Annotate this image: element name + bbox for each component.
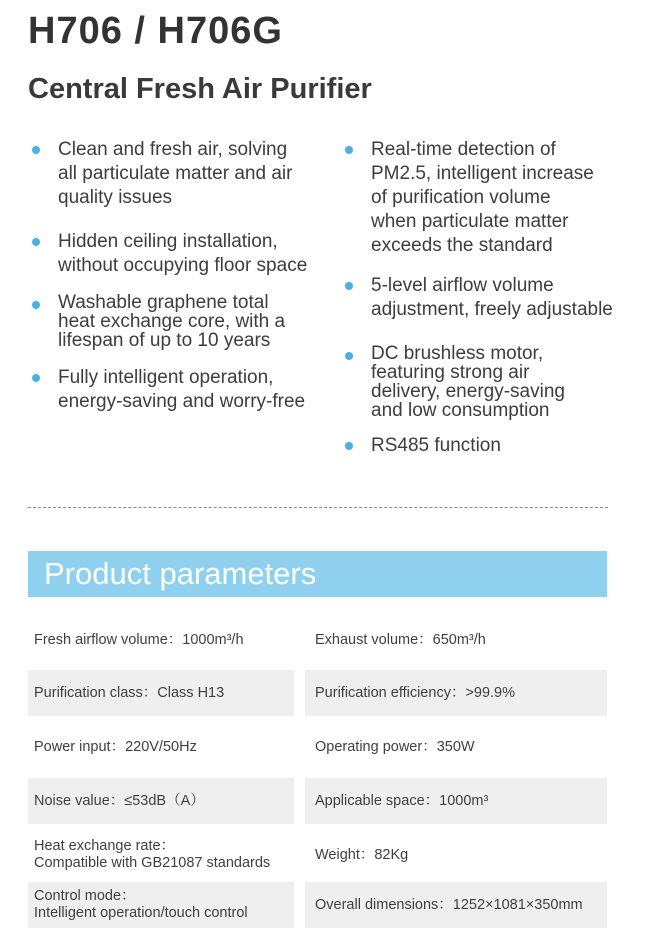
- param-text: Overall dimensions：1252×1081×350mm: [315, 896, 583, 913]
- feature-item: [343, 344, 643, 420]
- product-model: H706 / H706G: [28, 10, 283, 52]
- feature-line: featuring strong air: [371, 362, 530, 383]
- feature-line: Hidden ceiling installation,: [58, 231, 278, 252]
- features-right-column: [343, 138, 643, 458]
- feature-line: 5-level airflow volume: [371, 275, 554, 296]
- param-text: Operating power：350W: [315, 738, 475, 755]
- feature-line: of purification volume: [371, 187, 551, 208]
- param-cell: [28, 617, 294, 663]
- param-text: Compatible with GB21087 standards: [34, 855, 271, 871]
- param-cell: [305, 882, 607, 928]
- feature-line: energy-saving and worry-free: [58, 391, 306, 412]
- section-title: Product parameters: [44, 556, 317, 591]
- feature-line: heat exchange core, with a: [58, 311, 286, 332]
- param-cell: [305, 617, 607, 663]
- features-left-column: [30, 138, 330, 414]
- bullet-icon: [32, 146, 40, 154]
- bullet-icon: [32, 301, 40, 309]
- param-cell: [305, 778, 607, 824]
- feature-line: lifespan of up to 10 years: [58, 330, 271, 351]
- dashed-divider: [28, 507, 608, 508]
- param-text: Intelligent operation/touch control: [34, 905, 248, 921]
- param-text: Purification efficiency：>99.9%: [315, 684, 516, 701]
- product-subtitle: Central Fresh Air Purifier: [28, 73, 372, 105]
- feature-line: Washable graphene total: [58, 292, 269, 313]
- section-banner: [28, 551, 607, 597]
- feature-line: without occupying floor space: [58, 255, 308, 276]
- param-cell: [28, 882, 294, 928]
- bullet-icon: [345, 146, 353, 154]
- feature-line: when particulate matter: [371, 211, 569, 232]
- param-cell: [28, 778, 294, 824]
- feature-item: [30, 293, 330, 350]
- param-text: Power input：220V/50Hz: [34, 738, 197, 755]
- bullet-icon: [32, 374, 40, 382]
- feature-line: DC brushless motor,: [371, 343, 544, 364]
- feature-item: [30, 366, 330, 414]
- feature-line: RS485 function: [371, 435, 501, 456]
- bullet-icon: [345, 282, 353, 290]
- feature-line: and low consumption: [371, 400, 550, 421]
- feature-line: quality issues: [58, 187, 173, 208]
- feature-item: [343, 138, 643, 258]
- feature-line: Clean and fresh air, solving: [58, 139, 288, 160]
- param-text: Noise value：≤53dB（A）: [34, 792, 205, 809]
- param-text: Purification class：Class H13: [34, 684, 225, 701]
- param-cell: [28, 670, 294, 716]
- param-text: Weight：82Kg: [315, 846, 409, 863]
- feature-line: adjustment, freely adjustable: [371, 299, 613, 320]
- param-cell: [28, 832, 294, 878]
- feature-line: all particulate matter and air: [58, 163, 293, 184]
- param-cell: [28, 724, 294, 770]
- bullet-icon: [32, 238, 40, 246]
- bullet-icon: [345, 352, 353, 360]
- param-text: Applicable space：1000m³: [315, 792, 489, 809]
- feature-line: Real-time detection of: [371, 139, 556, 160]
- param-cell: [305, 670, 607, 716]
- param-text: Control mode：: [34, 888, 136, 904]
- feature-line: PM2.5, intelligent increase: [371, 163, 594, 184]
- bullet-icon: [345, 442, 353, 450]
- param-cell: [305, 832, 607, 878]
- param-text: Fresh airflow volume：1000m³/h: [34, 631, 244, 648]
- feature-item: [30, 138, 330, 210]
- feature-line: Fully intelligent operation,: [58, 367, 274, 388]
- feature-item: [343, 434, 643, 458]
- feature-item: [30, 230, 330, 278]
- feature-line: delivery, energy-saving: [371, 381, 565, 402]
- feature-item: [343, 274, 643, 322]
- param-cell: [305, 724, 607, 770]
- param-text: Heat exchange rate：: [34, 838, 176, 854]
- param-text: Exhaust volume：650m³/h: [315, 631, 486, 648]
- feature-line: exceeds the standard: [371, 235, 553, 256]
